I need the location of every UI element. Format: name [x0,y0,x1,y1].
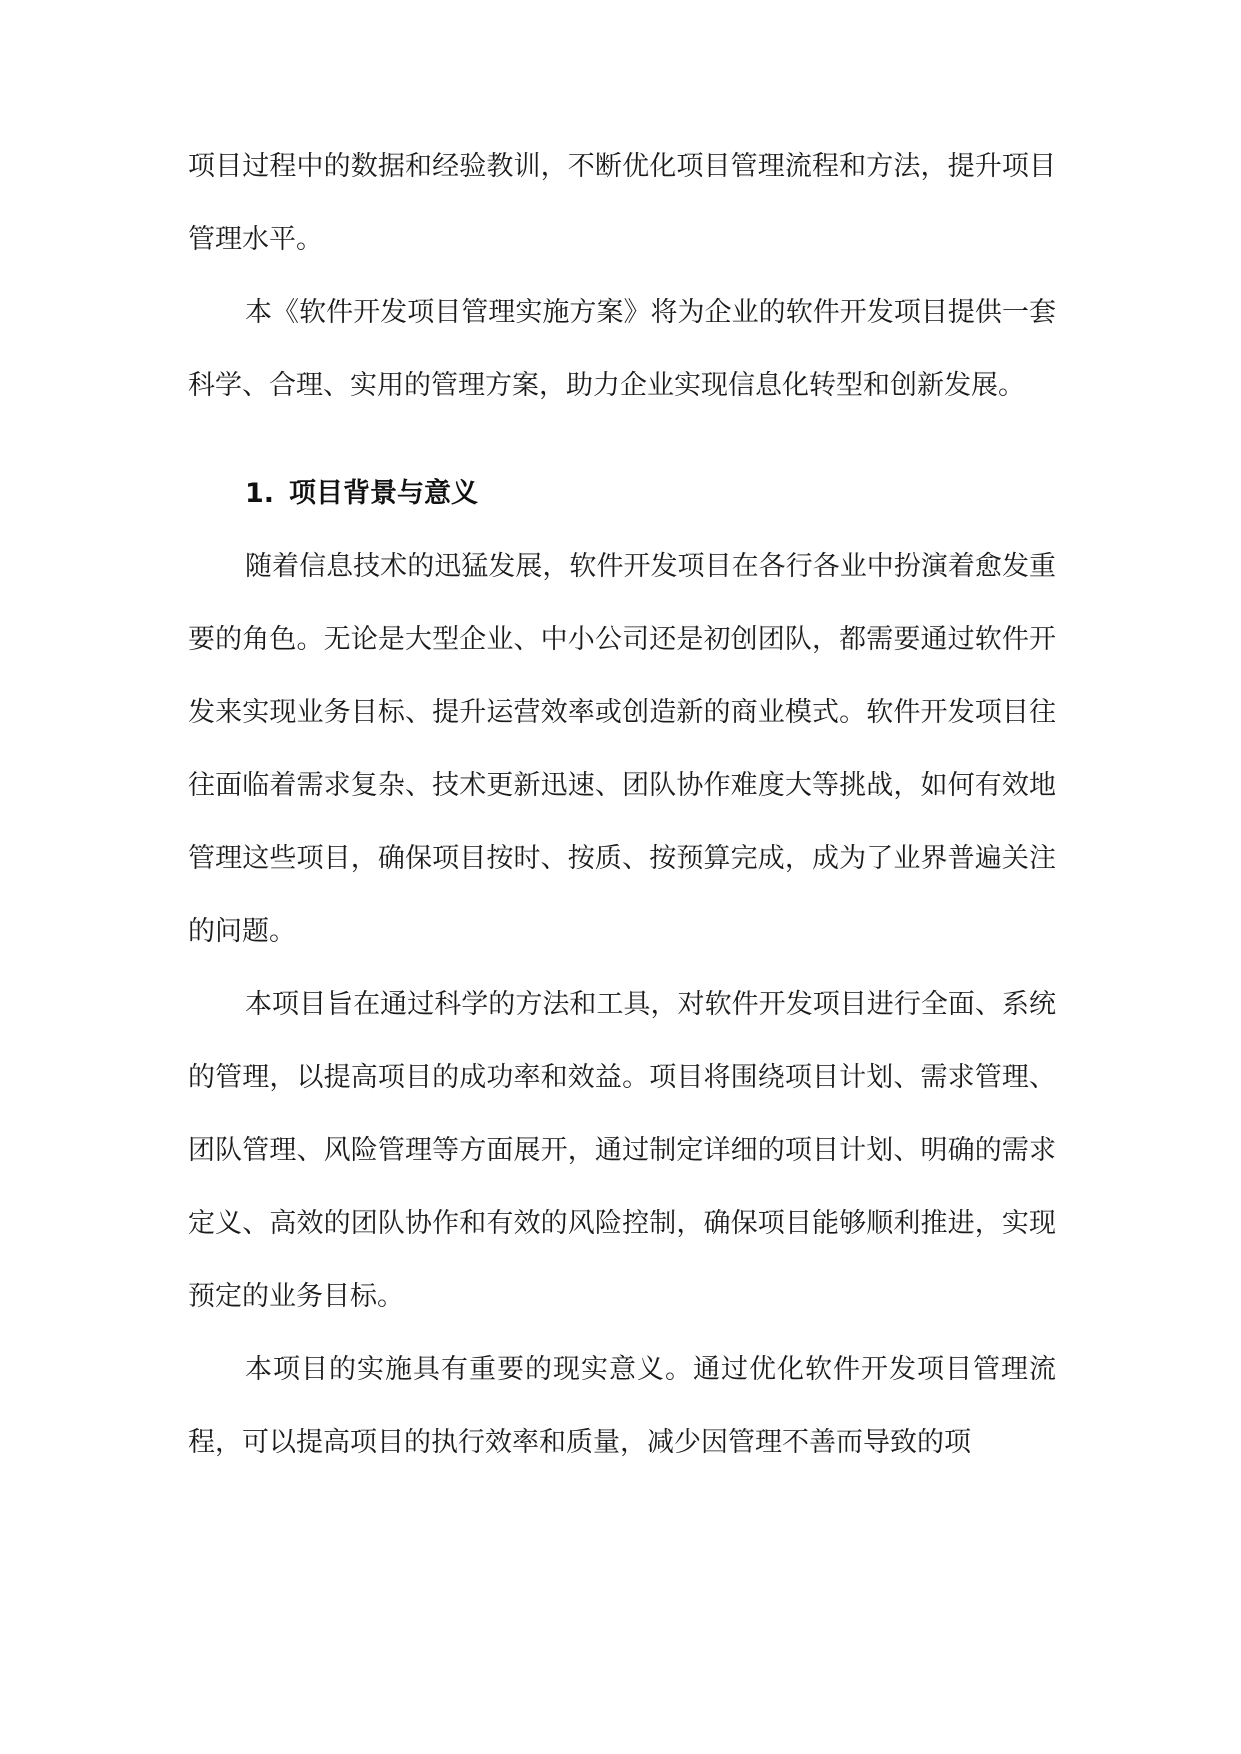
significance-paragraph: 本项目的实施具有重要的现实意义。通过优化软件开发项目管理流程，可以提高项目的执行效率和质量，减少因管理不善而导致的项 [188,1354,1056,1458]
background-paragraph: 随着信息技术的迅猛发展，软件开发项目在各行各业中扮演着愈发重要的角色。无论是大型企业、中小公司还是初创团队，都需要通过软件开发来实现业务目标、提升运营效率或创造新的商业模式。软件开发项目往往面临着需求复杂、技术更新迅速、团队协作难度大等挑战，如何有效地管理这些项目，确保项目按时、按质、按预算完成，成为了业界普遍关注的问题。 [188,551,1056,947]
section-title: 项目背景与意义 [289,478,478,509]
document-body [188,130,1056,1479]
section-heading [188,457,1056,530]
objective-paragraph: 本项目旨在通过科学的方法和工具，对软件开发项目进行全面、系统的管理，以提高项目的成功率和效益。项目将围绕项目计划、需求管理、团队管理、风险管理等方面展开，通过制定详细的项目计划、明确的需求定义、高效的团队协作和有效的风险控制，确保项目能够顺利推进，实现预定的业务目标。 [188,989,1056,1312]
intro-continuation-paragraph: 项目过程中的数据和经验教训，不断优化项目管理流程和方法，提升项目管理水平。 [188,151,1056,255]
section-number: 1. [245,478,275,509]
intro-paragraph: 本《软件开发项目管理实施方案》将为企业的软件开发项目提供一套科学、合理、实用的管理方案，助力企业实现信息化转型和创新发展。 [188,297,1056,401]
